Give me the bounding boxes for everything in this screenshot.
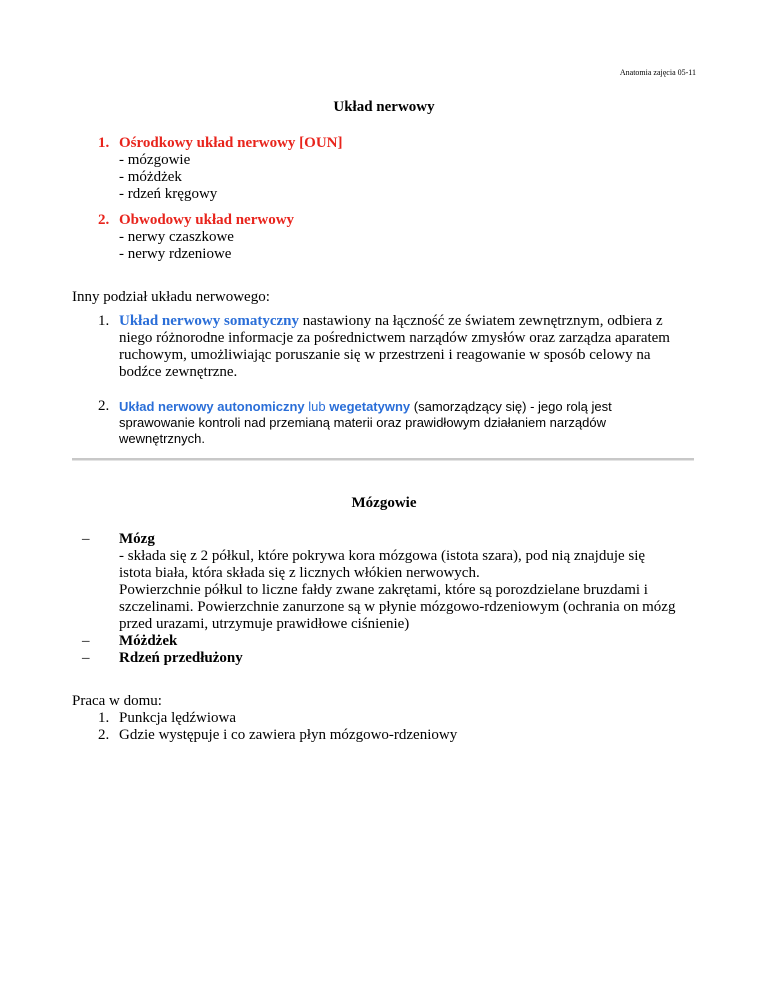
pns-title: Obwodowy układ nerwowy [119,212,295,228]
somatic-block [119,313,719,381]
pns-subitem-spinal-nerves: - nerwy rdzeniowe [119,246,232,262]
autonomic-line-1 [119,399,719,415]
brain-line-5: przed urazami, utrzymuje prawidłowe ciśnienie) [119,616,410,632]
brain-line-1: - składa się z 2 półkul, które pokrywa kora mózgowa (istota szara), pod nią znajduje się [119,548,646,564]
somatic-line-4: bodźce zewnętrzne. [119,364,238,380]
autonomic-term: Układ nerwowy autonomiczny [119,399,305,414]
cns-block [119,135,343,203]
brain-block [119,531,719,633]
pns-subitem-cranial-nerves: - nerwy czaszkowe [119,229,234,245]
somatic-line-2: niego różnorodne informacje za pośrednictwem narządów zmysłów oraz zarządza aparatem [119,330,670,346]
homework-number-1: 1. [98,710,110,726]
section-title-brain: Mózgowie [351,495,417,511]
cns-subitem-spinal-cord: - rdzeń kręgowy [119,186,218,202]
cerebellum-title: Móżdżek [119,633,178,649]
division-number-1: 1. [98,313,110,329]
autonomic-line1-rest: (samorządzący się) - jego rolą jest [410,399,612,414]
section-title-nervous-system: Układ nerwowy [333,99,435,115]
somatic-line1-rest: nastawiony na łączność ze światem zewnętrznym, odbiera z [299,313,663,329]
somatic-term: Układ nerwowy somatyczny [119,313,299,329]
homework-item-2: Gdzie występuje i co zawiera płyn mózgowo-rdzeniowy [119,727,458,743]
brain-line-4: szczelinami. Powierzchnie zanurzone są w płynie mózgowo-rdzeniowym (ochrania on mózg [119,599,676,615]
item-number-2: 2. [98,212,110,228]
header-note: Anatomia zajęcia 05-11 [619,68,696,77]
other-division-label: Inny podział układu nerwowego: [72,289,270,305]
cns-subitem-cerebellum: - móżdżek [119,169,182,185]
item-number-1: 1. [98,135,110,151]
cns-title: Ośrodkowy układ nerwowy [OUN] [119,135,343,151]
homework-item-1: Punkcja lędźwiowa [119,710,237,726]
pns-block [119,212,294,263]
division-number-2: 2. [98,398,110,414]
bullet-dash-3: – [82,650,90,666]
autonomic-block [119,399,719,447]
cns-subitem-brain: - mózgowie [119,152,191,168]
medulla-title: Rdzeń przedłużony [119,650,243,666]
bullet-dash-1: – [82,531,90,547]
bullet-dash-2: – [82,633,90,649]
autonomic-line-2: sprawowanie kontroli nad przemianą materii oraz prawidłowym działaniem narządów [119,415,606,430]
brain-title: Mózg [119,531,155,547]
somatic-line-1 [119,313,719,330]
horizontal-rule [72,458,694,461]
vegetative-term: wegetatywny [329,399,411,414]
somatic-line-3: ruchowym, umożliwiając poruszanie się w przestrzeni i reagowanie w sposób celowy na [119,347,651,363]
homework-label: Praca w domu: [72,693,162,709]
brain-line-2: istota biała, która składa się z licznych włókien nerwowych. [119,565,480,581]
autonomic-line-3: wewnętrznych. [119,431,205,446]
brain-line-3: Powierzchnie półkul to liczne fałdy zwane zakrętami, które są porozdzielane bruzdami i [119,582,648,598]
homework-number-2: 2. [98,727,110,743]
autonomic-connector: lub [304,399,330,414]
